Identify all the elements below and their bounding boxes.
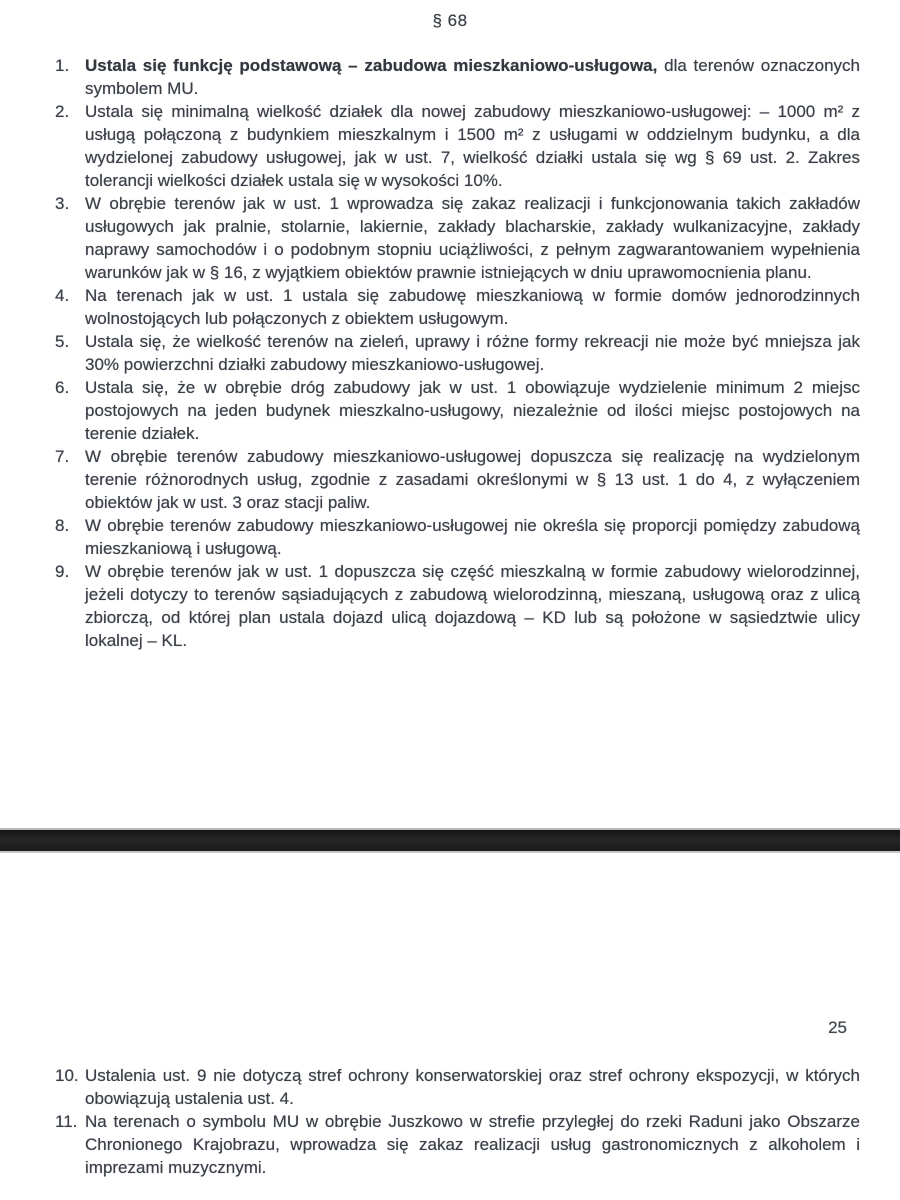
item-number: 6.	[55, 378, 70, 397]
list-item	[55, 1064, 860, 1110]
item-number: 9.	[55, 562, 70, 581]
paragraph-list-page2	[55, 1064, 860, 1179]
page-break-bar	[0, 828, 900, 853]
paragraph-list-page1	[55, 54, 860, 652]
item-number: 5.	[55, 332, 70, 351]
item-text: W obrębie terenów zabudowy mieszkaniowo-usługowej nie określa się proporcji pomiędzy zabudową mieszkaniową i usługową.	[85, 516, 860, 558]
item-text: Na terenach jak w ust. 1 ustala się zabudowę mieszkaniową w formie domów jednorodzinnych wolnostojących lub połączonych z obiektem usługowym.	[85, 286, 860, 328]
item-text: Ustala się, że wielkość terenów na zieleń, uprawy i różne formy rekreacji nie może być mniejsza jak 30% powierzchni działki zabudowy mieszkaniowo-usługowej.	[85, 332, 860, 374]
list-item	[55, 514, 860, 560]
item-number: 10.	[55, 1066, 79, 1085]
item-number: 3.	[55, 194, 70, 213]
item-number: 4.	[55, 286, 70, 305]
item-text-bold: Ustala się funkcję podstawową – zabudowa mieszkaniowo-usługowa,	[85, 56, 658, 75]
page-number: 25	[828, 1018, 847, 1037]
list-item	[55, 54, 860, 100]
list-item	[55, 445, 860, 514]
item-text: W obrębie terenów zabudowy mieszkaniowo-usługowej dopuszcza się realizację na wydzielonym terenie różnorodnych usług, zgodnie z zasadami określonymi w § 13 ust. 1 do 4, z wyłączeniem obiektów jak w ust. 3 oraz stacji paliw.	[85, 447, 860, 512]
item-number: 11.	[55, 1112, 78, 1131]
item-number: 7.	[55, 447, 70, 466]
section-heading: § 68	[432, 11, 468, 30]
item-text: W obrębie terenów jak w ust. 1 dopuszcza się część mieszkalną w formie zabudowy wielorodzinnej, jeżeli dotyczy to terenów sąsiadujących z zabudową wielorodzinną, mieszaną, usługową oraz z ulicą zbiorczą, od której plan ustala dojazd ulicą dojazdową – KD lub są położone w sąsiedztwie ulicy lokalnej – KL.	[85, 562, 860, 650]
item-text-rest: dla terenów oznaczonych symbolem MU.	[85, 56, 861, 98]
item-text: W obrębie terenów jak w ust. 1 wprowadza się zakaz realizacji i funkcjonowania takich zakładów usługowych jak pralnie, stolarnie, lakiernie, zakłady blacharskie, zakłady wulkanizacyjne, zakłady naprawy samochodów i o podobnym stopniu uciążliwości, z pełnym zagwarantowaniem wypełnienia warunków jak w § 16, z wyjątkiem obiektów prawnie istniejących w dniu uprawomocnienia planu.	[85, 194, 860, 282]
item-number: 1.	[55, 56, 70, 75]
list-item	[55, 330, 860, 376]
list-item	[55, 1110, 860, 1179]
list-item	[55, 376, 860, 445]
list-item	[55, 100, 860, 192]
item-number: 2.	[55, 102, 70, 121]
item-text: Na terenach o symbolu MU w obrębie Juszkowo w strefie przyległej do rzeki Raduni jako Obszarze Chronionego Krajobrazu, wprowadza się zakaz realizacji usług gastronomicznych z alkoholem i imprezami muzycznymi.	[85, 1112, 860, 1177]
item-text: Ustala się, że w obrębie dróg zabudowy jak w ust. 1 obowiązuje wydzielenie minimum 2 miejsc postojowych na jeden budynek mieszkalno-usługowy, niezależnie od ilości miejsc postojowych na terenie działek.	[85, 378, 860, 443]
item-text	[85, 54, 860, 100]
list-item	[55, 560, 860, 652]
item-text: Ustalenia ust. 9 nie dotyczą stref ochrony konserwatorskiej oraz stref ochrony ekspozycji, w których obowiązują ustalenia ust. 4.	[85, 1066, 860, 1108]
item-number: 8.	[55, 516, 70, 535]
list-item	[55, 192, 860, 284]
item-text: Ustala się minimalną wielkość działek dla nowej zabudowy mieszkaniowo-usługowej: – 1000 m² z usługą połączoną z budynkiem mieszkalnym i 1500 m² z usługami w oddzielnym budynku, a dla wydzielonej zabudowy usługowej, jak w ust. 7, wielkość działki ustala się wg § 69 ust. 2. Zakres tolerancji wielkości działek ustala się w wysokości 10%.	[85, 102, 860, 190]
list-item	[55, 284, 860, 330]
